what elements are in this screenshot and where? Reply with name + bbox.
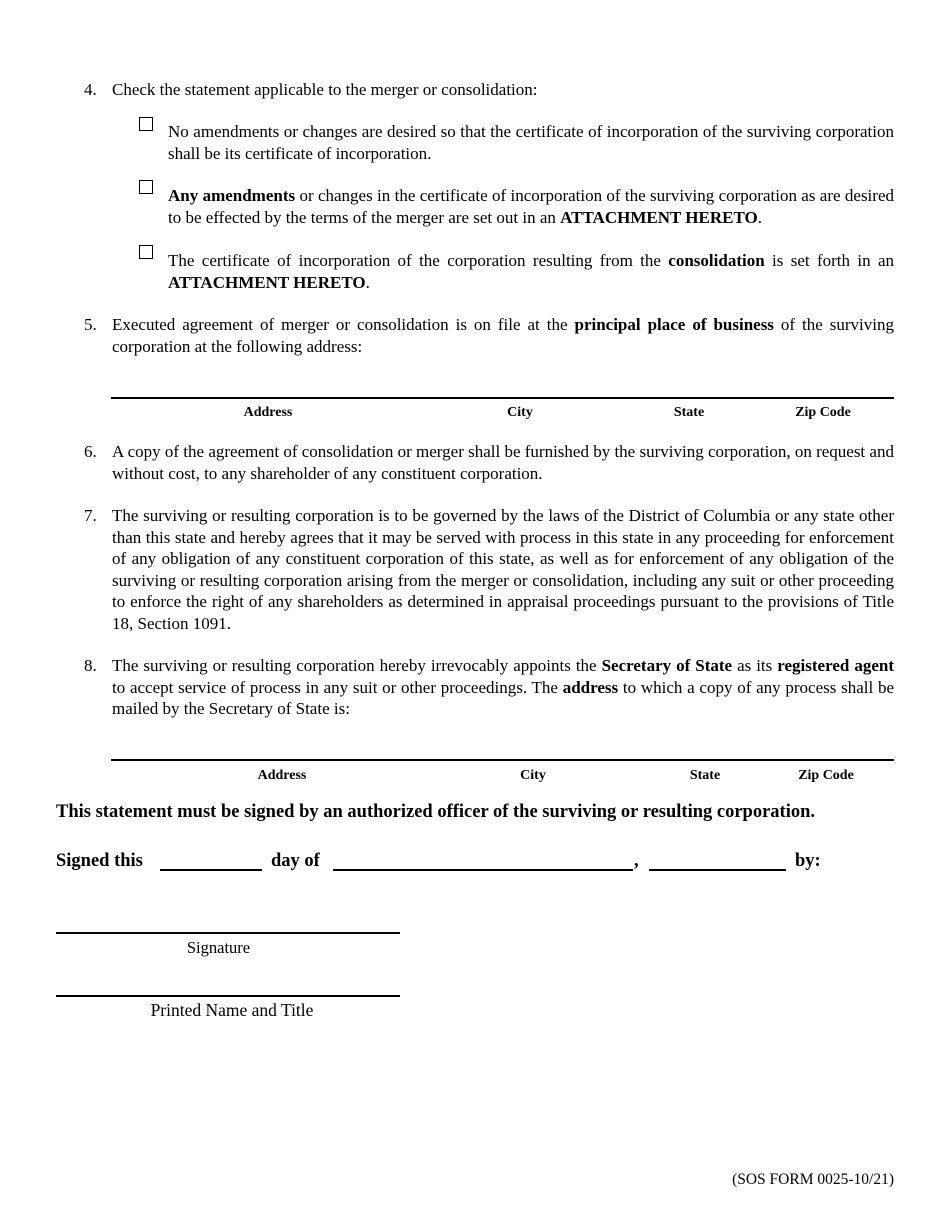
checkbox-no-amendments[interactable] (139, 117, 153, 131)
item-6-text: A copy of the agreement of consolidation or merger shall be furnished by the surviving corporation, on request and without cost, to any shareholder of any constituent corporation. (112, 442, 894, 483)
item-5-text: Executed agreement of merger or consolidation is on file at the principal place of business of the surviving corporation at the following address: (112, 315, 894, 356)
footer-form-id: (SOS FORM 0025-10/21) (732, 1171, 894, 1188)
address-1-state-label: State (673, 405, 705, 420)
signature-caption: Signature (186, 938, 251, 957)
signature-line[interactable] (56, 932, 400, 934)
option-any-amendments-text: Any amendments or changes in the certificate of incorporation of the surviving corporation as are desired to be effected by the terms of the merger are set out in an ATTACHMENT HERETO. (168, 186, 894, 227)
by-label: by: (795, 851, 821, 871)
item-6-number: 6. (84, 442, 97, 461)
signed-this-label: Signed this (56, 851, 143, 871)
item-4-text: Check the statement applicable to the merger or consolidation: (112, 80, 538, 99)
item-4-number: 4. (84, 80, 97, 99)
signature-notice: This statement must be signed by an authorized officer of the surviving or resulting corporation. (56, 802, 816, 822)
address-1-zip-label: Zip Code (795, 405, 851, 420)
printed-name-caption: Printed Name and Title (150, 1000, 314, 1020)
checkbox-any-amendments[interactable] (139, 180, 153, 194)
item-7-text: The surviving or resulting corporation is to be governed by the laws of the District of Columbia or any state other than this state and hereby agrees that it may be served with process in this state in any proceeding for enforcement of any obligation of any constituent corporation of this state, as well as for enforcement of any obligation of the surviving or resulting corporation arising from the merger or consolidation, including any suit or other proceeding to enforce the right of any shareholders as determined in appraisal proceedings pursuant to the provisions of Title 18, Section 1091. (112, 506, 894, 633)
day-of-label: day of (271, 851, 320, 871)
item-8-number: 8. (84, 656, 97, 675)
address-2-zip-label: Zip Code (798, 768, 854, 783)
address-2-state-label: State (689, 768, 721, 783)
year-input-line[interactable] (649, 869, 786, 871)
signed-comma: , (634, 851, 639, 871)
address-2-address-label: Address (257, 768, 307, 783)
address-2-city-label: City (520, 768, 546, 783)
item-8-text: The surviving or resulting corporation hereby irrevocably appoints the Secretary of State as its registered agent to accept service of process in any suit or other proceedings. The address to which a copy of any process shall be mailed by the Secretary of State is: (112, 656, 895, 718)
month-input-line[interactable] (333, 869, 633, 871)
option-no-amendments-text: No amendments or changes are desired so that the certificate of incorporation of the surviving corporation shall be its certificate of incorporation. (168, 122, 894, 163)
address-line-1[interactable] (111, 397, 894, 399)
day-input-line[interactable] (160, 869, 262, 871)
option-consolidation-text: The certificate of incorporation of the corporation resulting from the consolidation is set forth in an ATTACHMENT HERETO. (168, 251, 894, 292)
address-1-city-label: City (507, 405, 533, 420)
address-line-2[interactable] (111, 759, 894, 761)
address-1-address-label: Address (243, 405, 293, 420)
item-7-number: 7. (84, 506, 97, 525)
item-5-number: 5. (84, 315, 97, 334)
checkbox-consolidation[interactable] (139, 245, 153, 259)
printed-name-line[interactable] (56, 995, 400, 997)
